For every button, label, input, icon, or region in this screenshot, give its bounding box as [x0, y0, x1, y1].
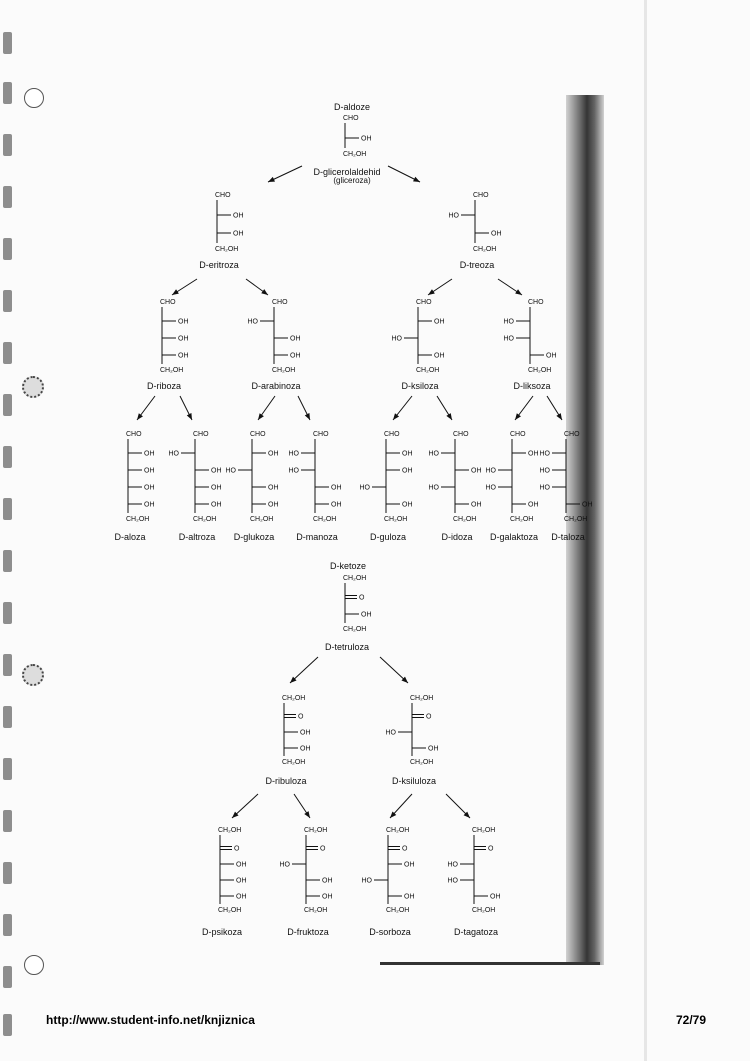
- hydroxyl-label: OH: [236, 893, 247, 901]
- top-group: CHO: [384, 431, 400, 438]
- bottom-group: CH₂OH: [313, 516, 337, 523]
- sugar-name: D-treoza: [459, 260, 495, 270]
- binder-ring: [24, 955, 44, 975]
- arrow-head: [556, 413, 562, 420]
- carbonyl-label: O: [359, 594, 365, 602]
- arrow-head: [446, 413, 452, 420]
- hydroxyl-label: OH: [404, 861, 415, 869]
- sugar-name: D-ksiluloza: [391, 776, 437, 786]
- hydroxyl-label: OH: [300, 729, 311, 737]
- arrow-head: [305, 413, 310, 420]
- hydroxyl-label: OH: [268, 450, 279, 458]
- hydroxyl-label: HO: [385, 729, 396, 737]
- sugar-name: D-manoza: [296, 532, 338, 542]
- bottom-group: CH₂OH: [193, 516, 217, 523]
- top-group: CH₂OH: [282, 695, 306, 702]
- hydroxyl-label: OH: [361, 611, 372, 619]
- hydroxyl-label: OH: [290, 352, 301, 360]
- sugar-name: D-glicerolaldehid: [313, 167, 381, 177]
- sugar-name: D-taloza: [551, 532, 585, 542]
- hydroxyl-label: OH: [322, 893, 333, 901]
- sugar-name: D-altroza: [178, 532, 216, 542]
- hydroxyl-label: OH: [178, 335, 189, 343]
- hydroxyl-label: OH: [144, 484, 155, 492]
- hydroxyl-label: HO: [447, 877, 458, 885]
- arrow-head: [137, 413, 143, 420]
- top-group: CH₂OH: [218, 827, 242, 834]
- top-group: CH₂OH: [343, 575, 367, 582]
- sugar-name: D-ribuloza: [265, 776, 307, 786]
- top-group: CH₂OH: [410, 695, 434, 702]
- hydroxyl-label: OH: [233, 230, 244, 238]
- bottom-group: CH₂OH: [282, 759, 306, 766]
- top-group: CHO: [272, 299, 288, 306]
- hydroxyl-label: HO: [539, 467, 550, 475]
- hydroxyl-label: OH: [233, 212, 244, 220]
- bottom-group: CH₂OH: [250, 516, 274, 523]
- sugar-name: D-riboza: [146, 381, 182, 391]
- sugar-name: D-eritroza: [199, 260, 239, 270]
- top-group: CHO: [160, 299, 176, 306]
- top-group: CHO: [473, 192, 489, 199]
- carbonyl-label: O: [298, 713, 304, 721]
- bottom-group: CH₂OH: [384, 516, 408, 523]
- carbonyl-label: O: [234, 845, 240, 853]
- hydroxyl-label: OH: [361, 135, 372, 143]
- hydroxyl-label: OH: [290, 335, 301, 343]
- hydroxyl-label: HO: [168, 450, 179, 458]
- bottom-group: CH₂OH: [510, 516, 534, 523]
- bottom-group: CH₂OH: [473, 246, 497, 253]
- hydroxyl-label: OH: [144, 450, 155, 458]
- sugar-name: D-galaktoza: [489, 532, 539, 542]
- ketose-title: D-ketoze: [329, 561, 367, 571]
- arrow-head: [515, 413, 521, 420]
- hydroxyl-label: OH: [546, 352, 557, 360]
- bottom-group: CH₂OH: [126, 516, 150, 523]
- top-group: CH₂OH: [386, 827, 410, 834]
- hydroxyl-label: OH: [528, 450, 539, 458]
- hydroxyl-label: OH: [322, 877, 333, 885]
- hydroxyl-label: OH: [471, 467, 482, 475]
- hydroxyl-label: OH: [144, 467, 155, 475]
- hydroxyl-label: HO: [485, 467, 496, 475]
- top-group: CHO: [250, 431, 266, 438]
- arrow-head: [515, 289, 522, 295]
- hydroxyl-label: HO: [503, 318, 514, 326]
- top-group: CHO: [126, 431, 142, 438]
- bottom-group: CH₂OH: [272, 367, 296, 374]
- hydroxyl-label: OH: [300, 745, 311, 753]
- carbonyl-label: O: [320, 845, 326, 853]
- sugar-name: D-sorboza: [369, 927, 411, 937]
- arrow-head: [304, 811, 310, 818]
- arrow-head: [428, 289, 435, 295]
- hydroxyl-label: HO: [391, 335, 402, 343]
- bottom-group: CH₂OH: [453, 516, 477, 523]
- sugar-name: D-aloza: [114, 532, 146, 542]
- hydroxyl-label: OH: [268, 501, 279, 509]
- hydroxyl-label: OH: [236, 861, 247, 869]
- hydroxyl-label: OH: [402, 501, 413, 509]
- hydroxyl-label: HO: [428, 450, 439, 458]
- hydroxyl-label: OH: [528, 501, 539, 509]
- top-group: CHO: [193, 431, 209, 438]
- sugar-name: D-arabinoza: [251, 381, 301, 391]
- arrow-head: [268, 177, 275, 182]
- hydroxyl-label: HO: [359, 484, 370, 492]
- hydroxyl-label: OH: [211, 467, 222, 475]
- bottom-group: CH₂OH: [410, 759, 434, 766]
- hydroxyl-label: OH: [471, 501, 482, 509]
- hydroxyl-label: HO: [247, 318, 258, 326]
- top-group: CHO: [453, 431, 469, 438]
- bottom-group: CH₂OH: [215, 246, 239, 253]
- bottom-group: CH₂OH: [343, 151, 367, 158]
- top-group: CHO: [313, 431, 329, 438]
- sugar-name: D-psikoza: [201, 927, 243, 937]
- hydroxyl-label: HO: [539, 484, 550, 492]
- sugar-name: D-idoza: [441, 532, 473, 542]
- arrow-head: [413, 177, 420, 182]
- arrow-head: [258, 413, 264, 420]
- binder-ring: [22, 664, 44, 686]
- top-group: CHO: [564, 431, 580, 438]
- hydroxyl-label: OH: [178, 318, 189, 326]
- top-group: CHO: [510, 431, 526, 438]
- hydroxyl-label: HO: [361, 877, 372, 885]
- hydroxyl-label: OH: [331, 501, 342, 509]
- hydroxyl-label: HO: [539, 450, 550, 458]
- hydroxyl-label: OH: [236, 877, 247, 885]
- hydroxyl-label: HO: [428, 484, 439, 492]
- hydroxyl-label: OH: [402, 467, 413, 475]
- bottom-group: CH₂OH: [386, 907, 410, 914]
- carbonyl-label: O: [402, 845, 408, 853]
- hydroxyl-label: OH: [490, 893, 501, 901]
- arrow-head: [172, 289, 179, 295]
- sugar-name: D-fruktoza: [287, 927, 329, 937]
- top-group: CHO: [343, 115, 359, 122]
- sugar-name: D-liksoza: [513, 381, 551, 391]
- arrow-head: [393, 413, 399, 420]
- top-group: CHO: [416, 299, 432, 306]
- hydroxyl-label: HO: [288, 467, 299, 475]
- hydroxyl-label: OH: [428, 745, 439, 753]
- footer-url: http://www.student-info.net/knjiznica: [46, 1013, 255, 1027]
- bottom-group: CH₂OH: [472, 907, 496, 914]
- bottom-group: CH₂OH: [160, 367, 184, 374]
- arrow-head: [261, 289, 268, 295]
- hydroxyl-label: OH: [582, 501, 593, 509]
- hydroxyl-label: OH: [434, 318, 445, 326]
- aldose-title: D-aldoze: [333, 102, 371, 112]
- bottom-group: CH₂OH: [528, 367, 552, 374]
- hydroxyl-label: HO: [485, 484, 496, 492]
- hydroxyl-label: HO: [279, 861, 290, 869]
- carbonyl-label: O: [426, 713, 432, 721]
- bottom-group: CH₂OH: [218, 907, 242, 914]
- hydroxyl-label: OH: [268, 484, 279, 492]
- arrow-head: [187, 413, 192, 420]
- sugar-name: D-tetruloza: [324, 642, 370, 652]
- hydroxyl-label: OH: [211, 501, 222, 509]
- hydroxyl-label: OH: [331, 484, 342, 492]
- footer-page-number: 72/79: [675, 1013, 706, 1027]
- top-group: CHO: [215, 192, 231, 199]
- top-group: CH₂OH: [472, 827, 496, 834]
- hydroxyl-label: OH: [404, 893, 415, 901]
- binder-ring: [22, 376, 44, 398]
- hydroxyl-label: OH: [402, 450, 413, 458]
- hydroxyl-label: HO: [448, 212, 459, 220]
- bottom-group: CH₂OH: [416, 367, 440, 374]
- hydroxyl-label: HO: [288, 450, 299, 458]
- hydroxyl-label: OH: [434, 352, 445, 360]
- binder-ring: [24, 88, 44, 108]
- bottom-group: CH₂OH: [564, 516, 588, 523]
- hydroxyl-label: OH: [491, 230, 502, 238]
- top-group: CHO: [528, 299, 544, 306]
- hydroxyl-label: OH: [178, 352, 189, 360]
- hydroxyl-label: HO: [503, 335, 514, 343]
- hydroxyl-label: HO: [225, 467, 236, 475]
- carbonyl-label: O: [488, 845, 494, 853]
- sugar-name-alt: (gliceroza): [333, 176, 371, 185]
- sugar-name: D-tagatoza: [453, 927, 499, 937]
- sugar-name: D-ksiloza: [401, 381, 439, 391]
- hydroxyl-label: HO: [447, 861, 458, 869]
- top-group: CH₂OH: [304, 827, 328, 834]
- hydroxyl-label: OH: [144, 501, 155, 509]
- bottom-group: CH₂OH: [304, 907, 328, 914]
- bottom-group: CH₂OH: [343, 626, 367, 633]
- sugar-name: D-glukoza: [233, 532, 275, 542]
- hydroxyl-label: OH: [211, 484, 222, 492]
- sugar-name: D-guloza: [369, 532, 407, 542]
